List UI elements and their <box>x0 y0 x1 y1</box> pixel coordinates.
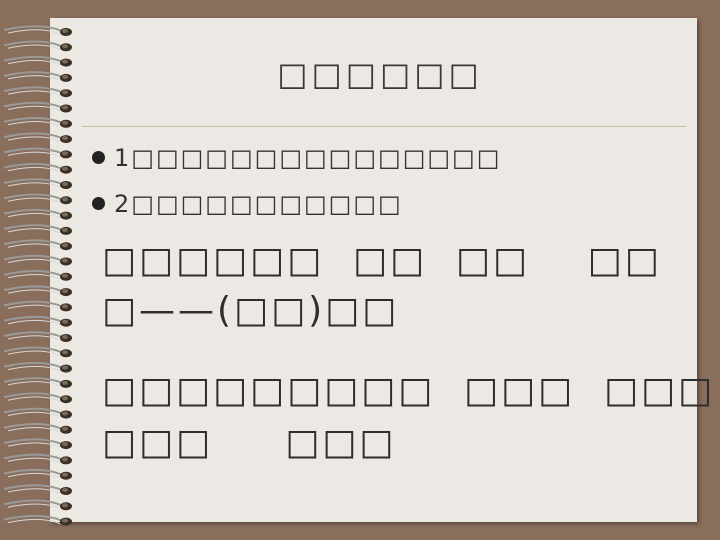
spiral-coil <box>4 57 72 67</box>
spiral-coil <box>4 286 72 296</box>
spiral-coil <box>4 501 72 511</box>
spiral-coil <box>4 87 72 97</box>
body-line-2: □——(□□)□□ <box>102 290 400 331</box>
spiral-coil <box>4 225 72 235</box>
bullet-item-1 <box>92 144 501 172</box>
spiral-coil <box>4 348 72 358</box>
spiral-coil <box>4 133 72 143</box>
spiral-coil <box>4 149 72 159</box>
title-divider <box>82 126 686 127</box>
spiral-coil <box>4 103 72 113</box>
spiral-binding-icon <box>0 0 82 540</box>
spiral-coil <box>4 424 72 434</box>
spiral-coil <box>4 317 72 327</box>
spiral-coil <box>4 72 72 82</box>
bullet-text-2: 2□□□□□□□□□□□ <box>114 190 403 218</box>
spiral-coil <box>4 42 72 52</box>
bullet-dot-icon <box>92 197 105 210</box>
spiral-coil <box>4 179 72 189</box>
spiral-coil <box>4 409 72 419</box>
spiral-coil <box>4 195 72 205</box>
bullet-text-1: 1□□□□□□□□□□□□□□□ <box>114 144 502 172</box>
bullet-dot-icon <box>92 151 105 164</box>
bullet-item-2 <box>92 190 403 218</box>
spiral-coil <box>4 164 72 174</box>
spiral-coil <box>4 118 72 128</box>
spiral-coil <box>4 439 72 449</box>
spiral-coil <box>4 302 72 312</box>
spiral-coil <box>4 240 72 250</box>
body-line-3: □□□□□□□□□ □□□ □□□ <box>102 370 715 411</box>
spiral-coil <box>4 271 72 281</box>
slide-title: □□□□□□ <box>277 55 483 93</box>
spiral-coil <box>4 363 72 373</box>
spiral-coil <box>4 485 72 495</box>
spiral-coil <box>4 470 72 480</box>
spiral-coil <box>4 26 72 36</box>
spiral-coil <box>4 210 72 220</box>
body-line-4: □□□ □□□ <box>102 422 397 463</box>
spiral-coil <box>4 378 72 388</box>
spiral-coil <box>4 455 72 465</box>
body-line-1: □□□□□□ □□ □□ □□ <box>102 240 662 281</box>
spiral-coil <box>4 256 72 266</box>
spiral-coil <box>4 393 72 403</box>
spiral-coil <box>4 516 72 526</box>
spiral-coil <box>4 332 72 342</box>
